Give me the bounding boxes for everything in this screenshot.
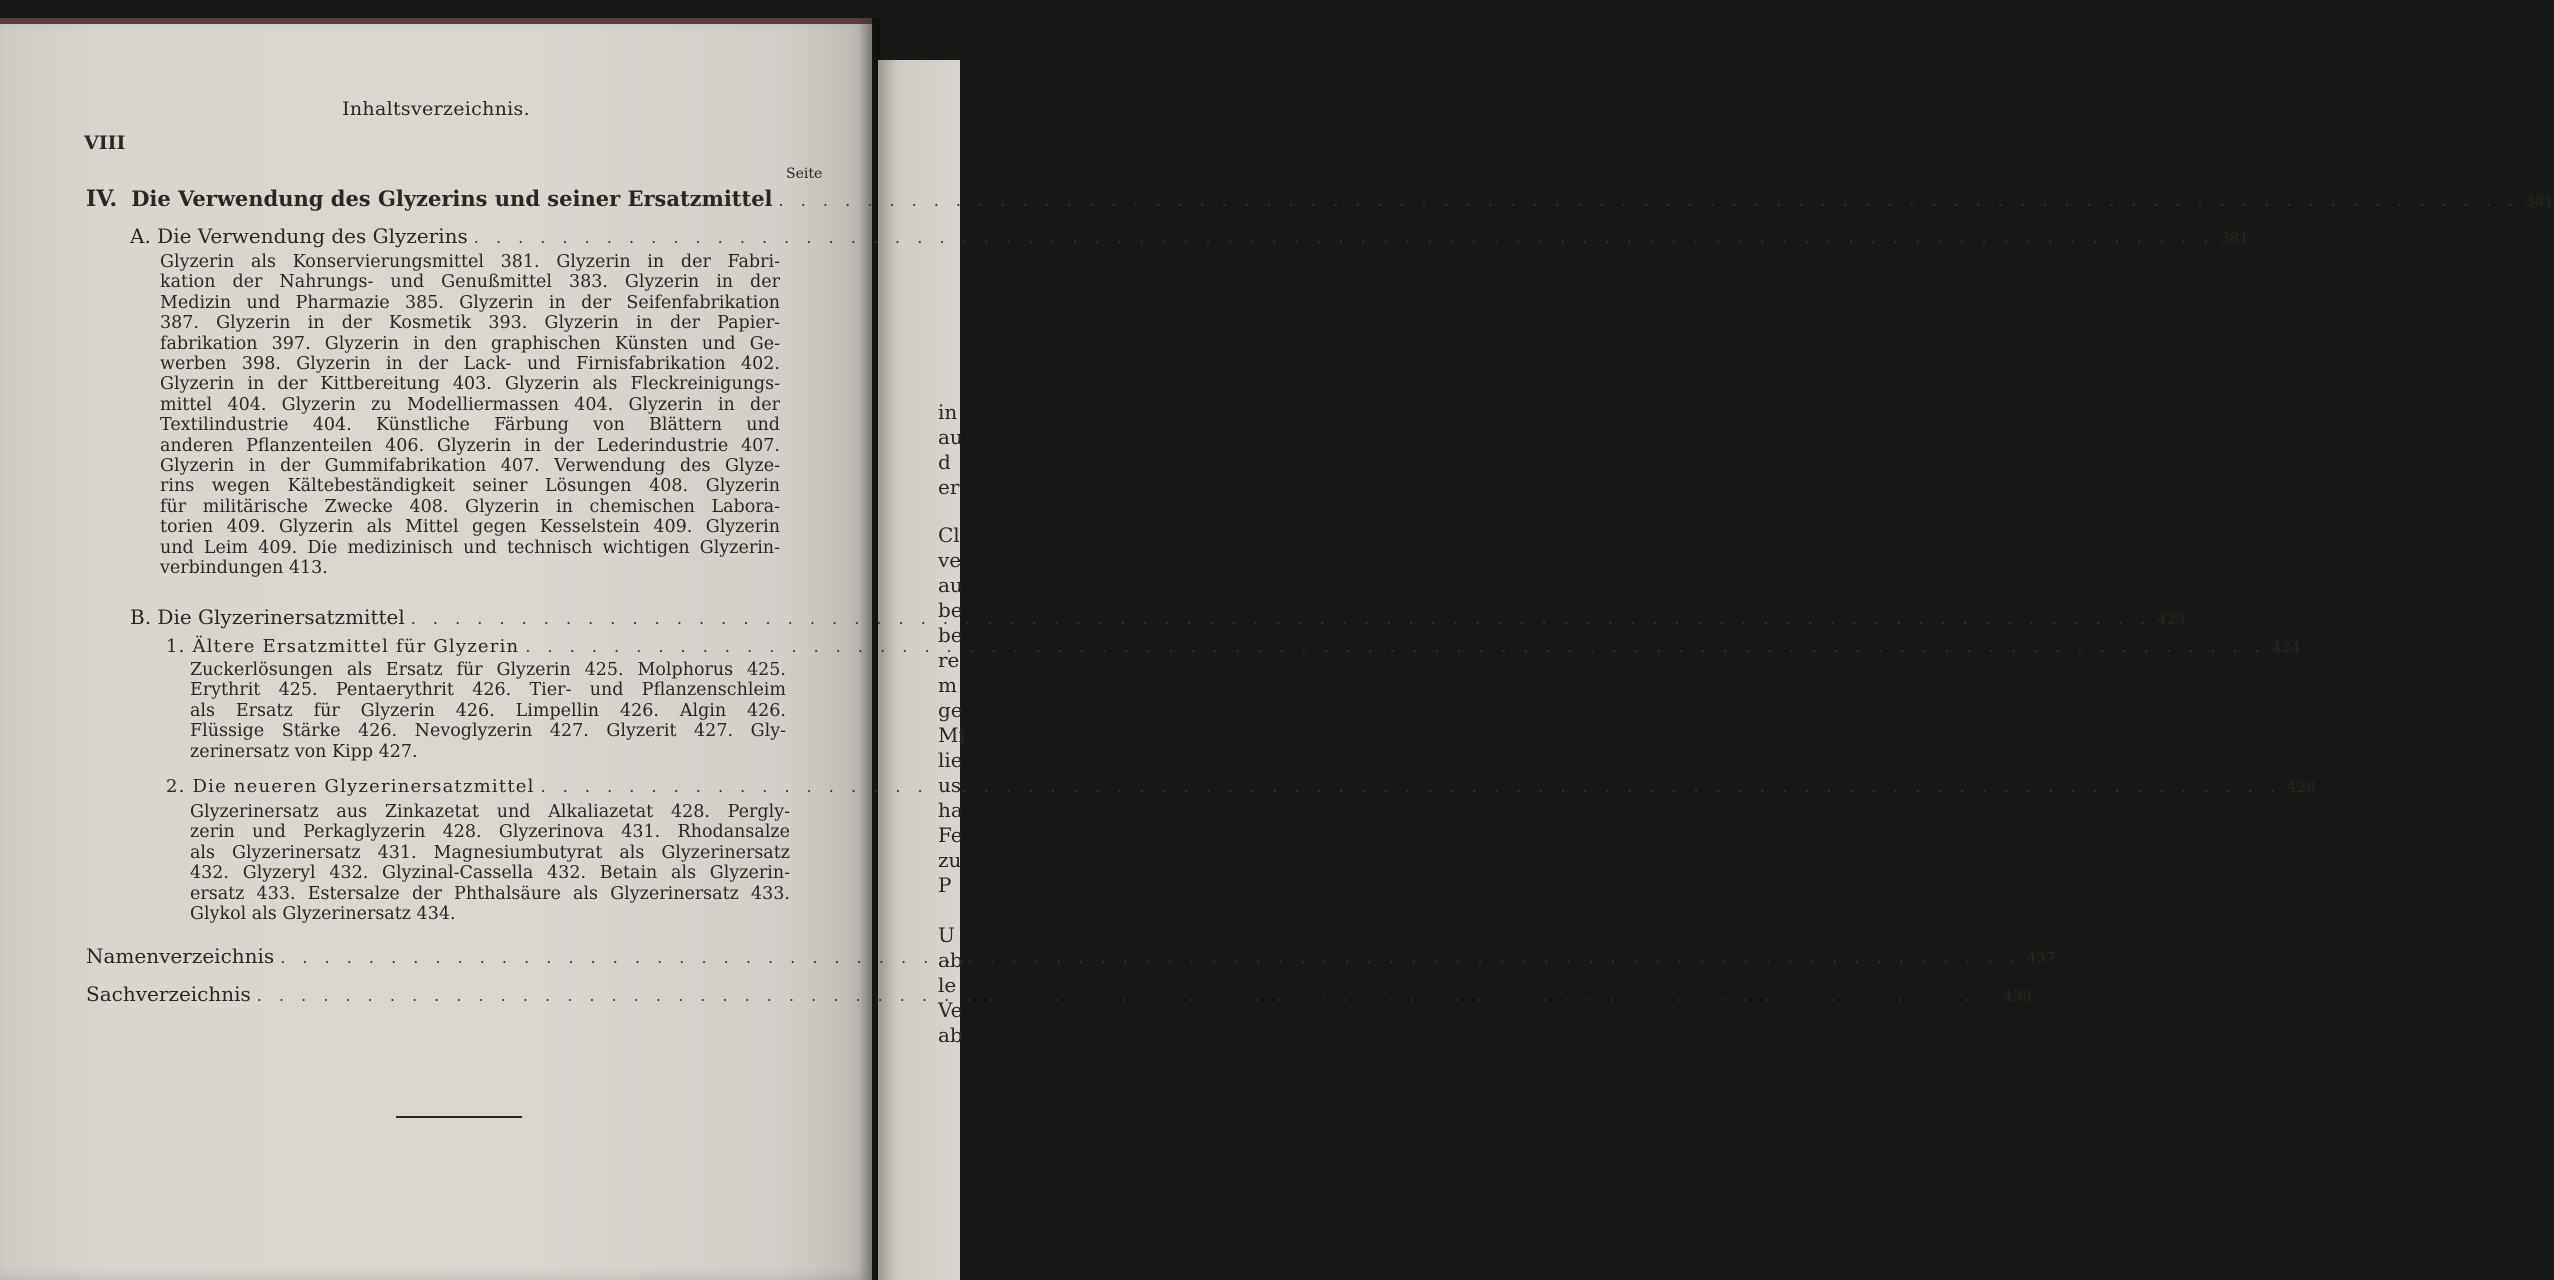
- facing-page-fragment: Cl: [938, 523, 960, 547]
- contents-line: Flüssige Stärke 426. Nevoglyzerin 427. Glyzerit 427. Gly-: [190, 721, 786, 742]
- contents-line: werben 398. Glyzerin in der Lack- und Firnisfabrikation 402.: [160, 354, 780, 375]
- facing-page-fragment: Fe: [938, 823, 963, 847]
- chapter-title: Die Verwendung des Glyzerins und seiner Ersatzmittel: [131, 186, 773, 211]
- leader-dots: [280, 948, 2021, 967]
- leader-dots: [541, 777, 2282, 796]
- contents-line: 387. Glyzerin in der Kosmetik 393. Glyzerin in der Papier-: [160, 313, 780, 334]
- contents-line: fabrikation 397. Glyzerin in den graphischen Künsten und Ge-: [160, 333, 780, 354]
- running-head: Inhaltsverzeichnis.: [342, 98, 530, 120]
- chapter-page: 381: [2525, 192, 2554, 210]
- toc-entry-b1[interactable]: [166, 636, 2301, 657]
- b2-title: 2. Die neueren Glyzerinersatzmittel: [166, 776, 535, 797]
- facing-page-fragment: P: [938, 873, 952, 897]
- contents-line: Glyzerinersatz aus Zinkazetat und Alkaliazetat 428. Pergly-: [190, 802, 790, 822]
- contents-line: Glyzerin in der Kittbereitung 403. Glyzerin als Fleckreinigungs-: [160, 374, 780, 395]
- index-title: Sachverzeichnis: [86, 982, 251, 1006]
- section-a-title: A. Die Verwendung des Glyzerins: [130, 224, 468, 248]
- contents-line: Glyzerin in der Gummifabrikation 407. Verwendung des Glyze-: [160, 456, 780, 477]
- contents-line: mittel 404. Glyzerin zu Modelliermassen 404. Glyzerin in der: [160, 394, 780, 415]
- facing-page-fragment: re: [938, 648, 960, 672]
- section-a-page: 381: [2220, 229, 2249, 247]
- index-page: 437: [2026, 949, 2056, 967]
- contents-line: zerin und Perkaglyzerin 428. Glyzerinova 431. Rhodansalze: [190, 822, 790, 843]
- contents-line: 432. Glyzeryl 432. Glyzinal-Cassella 432. Betain als Glyzerin-: [190, 863, 790, 884]
- facing-page-fragment: Ve: [938, 998, 963, 1022]
- contents-line: zerinersatz von Kipp 427.: [190, 741, 418, 762]
- contents-line: als Ersatz für Glyzerin 426. Limpellin 426. Algin 426.: [190, 700, 786, 721]
- contents-line: Zuckerlösungen als Ersatz für Glyzerin 425. Molphorus 425.: [190, 660, 786, 680]
- facing-page-fragment: in: [938, 400, 958, 424]
- facing-page-fragment: au: [938, 425, 963, 449]
- seite-column-header: Seite: [786, 166, 823, 182]
- b2-contents: [190, 802, 790, 924]
- contents-line: Textilindustrie 404. Künstliche Färbung von Blättern und: [160, 415, 780, 436]
- facing-page-fragment: zu: [938, 848, 962, 872]
- contents-line: als Glyzerinersatz 431. Magnesiumbutyrat als Glyzerinersatz: [190, 842, 790, 863]
- contents-line: Glykol als Glyzerinersatz 434.: [190, 904, 456, 925]
- leader-dots: [474, 228, 2215, 247]
- leader-dots: [525, 637, 2266, 656]
- contents-line: anderen Pflanzenteilen 406. Glyzerin in der Lederindustrie 407.: [160, 435, 780, 456]
- contents-line: torien 409. Glyzerin als Mittel gegen Kesselstein 409. Glyzerin: [160, 517, 780, 538]
- leader-dots: [411, 609, 2152, 628]
- facing-page-fragment: d: [938, 450, 951, 474]
- closing-rule: [396, 1116, 522, 1118]
- contents-line: für militärische Zwecke 408. Glyzerin in chemischen Labora-: [160, 496, 780, 517]
- facing-page-fragment: be: [938, 623, 963, 647]
- facing-page-fragment: ve: [938, 548, 962, 572]
- contents-line: Erythrit 425. Pentaerythrit 426. Tier- und Pflanzenschleim: [190, 680, 786, 701]
- contents-line: ersatz 433. Estersalze der Phthalsäure als Glyzerinersatz 433.: [190, 883, 790, 904]
- contents-line: und Leim 409. Die medizinisch und technisch wichtigen Glyzerin-: [160, 537, 780, 558]
- chapter-numeral: IV.: [86, 186, 118, 212]
- b1-title: 1. Ältere Ersatzmittel für Glyzerin: [166, 636, 520, 657]
- facing-page-fragment: lie: [938, 748, 963, 772]
- contents-line: Medizin und Pharmazie 385. Glyzerin in der Seifenfabrikation: [160, 292, 780, 313]
- facing-page-fragment: ge: [938, 698, 963, 722]
- section-b-title: B. Die Glyzerinersatzmittel: [130, 605, 405, 629]
- facing-page-fragment: au: [938, 573, 963, 597]
- section-b-page: 423: [2157, 610, 2186, 628]
- facing-page-fragment: ab: [938, 948, 963, 972]
- facing-page-fragment: ab: [938, 1023, 963, 1047]
- page-top-edge: [0, 18, 872, 24]
- index-page: 439: [2003, 987, 2032, 1005]
- toc-entry-chapter-iv[interactable]: [86, 186, 2554, 212]
- leader-dots: [257, 986, 1998, 1005]
- contents-line: kation der Nahrungs- und Genußmittel 383. Glyzerin in der: [160, 272, 780, 293]
- facing-page-fragment: be: [938, 598, 963, 622]
- leader-dots: [779, 191, 2520, 210]
- toc-entry-section-a[interactable]: [130, 224, 2249, 248]
- b1-contents: [190, 660, 786, 762]
- facing-page-fragment: er: [938, 475, 960, 499]
- index-title: Namenverzeichnis: [86, 944, 275, 968]
- facing-page-fragment: le: [938, 973, 957, 997]
- contents-line: Glyzerin als Konservierungsmittel 381. Glyzerin in der Fabri-: [160, 252, 780, 272]
- page-number: VIII: [84, 132, 126, 154]
- facing-page-fragment: Mi: [938, 723, 965, 747]
- facing-page-fragment: m: [938, 673, 957, 697]
- facing-page-fragment: us: [938, 773, 962, 797]
- facing-page-fragment: ha: [938, 798, 963, 822]
- b2-page: 428: [2287, 778, 2316, 796]
- contents-line: rins wegen Kältebeständigkeit seiner Lösungen 408. Glyzerin: [160, 476, 780, 497]
- b1-page: 424: [2271, 638, 2301, 656]
- contents-line: verbindungen 413.: [160, 558, 328, 579]
- facing-page-fragment: U: [938, 923, 955, 947]
- section-a-contents: [160, 252, 780, 579]
